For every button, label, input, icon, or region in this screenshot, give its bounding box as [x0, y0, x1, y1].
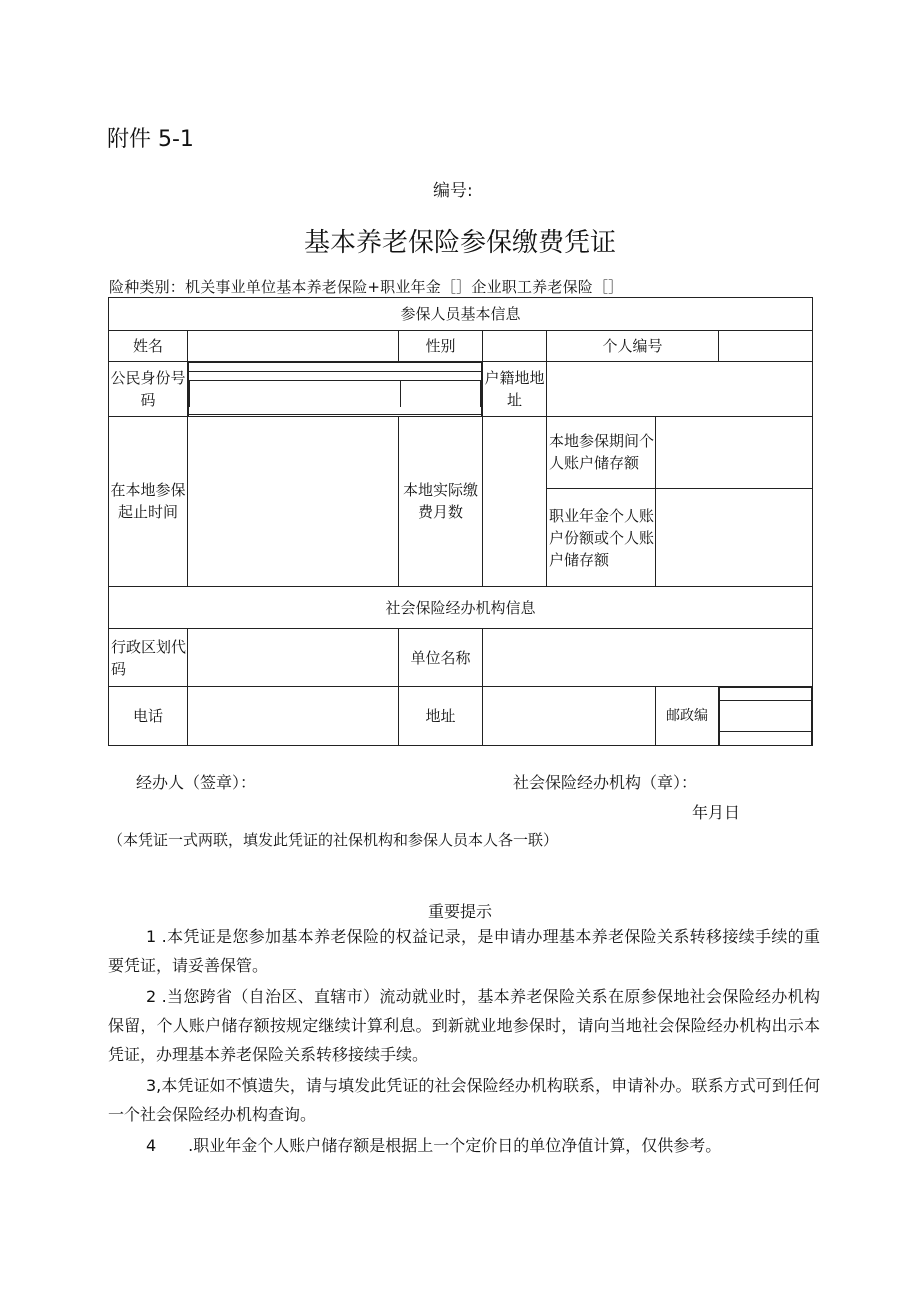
- date-label: 年月日: [692, 803, 741, 822]
- page-title: 基本养老保险参保缴费凭证: [303, 228, 616, 258]
- address-field[interactable]: [483, 686, 656, 745]
- tip-item-3: 3,本凭证如不慎遗失，请与填发此凭证的社会保险经办机构联系，申请补办。联系方式可到任何一个社会保险经办机构查询。: [108, 1076, 820, 1124]
- phone-label: 电话: [109, 686, 188, 745]
- name-field[interactable]: [188, 331, 399, 362]
- tip-item-4: 4 .职业年金个人账户储存额是根据上一个定价日的单位净值计算，仅供参考。: [146, 1136, 722, 1155]
- gender-field[interactable]: [483, 331, 547, 362]
- annuity-account-field[interactable]: [656, 488, 813, 586]
- agency-seal-label: 社会保险经办机构（章）：: [513, 773, 698, 792]
- admin-code-field[interactable]: [188, 629, 399, 686]
- citizen-id-label: 公民身份号码: [109, 362, 188, 416]
- period-label: 在本地参保起止时间: [109, 416, 188, 587]
- tips-title: 重要提示: [427, 902, 492, 921]
- local-account-label: 本地参保期间个人账户储存额: [547, 416, 656, 488]
- months-field[interactable]: [483, 416, 547, 587]
- citizen-id-grid: [188, 362, 482, 415]
- admin-code-label: 行政区划代码: [109, 629, 188, 686]
- section-insured-header: 参保人员基本信息: [109, 298, 813, 331]
- attachment-label: 附件 5-1: [107, 127, 194, 152]
- household-field[interactable]: [547, 362, 813, 416]
- insurance-category: 险种类别：机关事业单位基本养老保险+职业年金［］企业职工养老保险［］: [109, 278, 624, 296]
- tips-list: [108, 922, 820, 1162]
- postcode-label: 邮政编: [656, 686, 719, 745]
- address-label: 地址: [399, 686, 483, 745]
- postcode-field[interactable]: [719, 686, 813, 745]
- personal-id-label: 个人编号: [547, 331, 719, 362]
- unit-name-label: 单位名称: [399, 629, 483, 686]
- name-label: 姓名: [109, 331, 188, 362]
- section-agency-header: 社会保险经办机构信息: [109, 587, 813, 629]
- phone-field[interactable]: [188, 686, 399, 745]
- postcode-grid: [719, 687, 812, 745]
- period-field[interactable]: [188, 416, 399, 587]
- unit-name-field[interactable]: [483, 629, 813, 686]
- copies-note: （本凭证一式两联，填发此凭证的社保机构和参保人员本人各一联）: [108, 831, 559, 849]
- local-account-field[interactable]: [656, 416, 813, 488]
- gender-label: 性别: [399, 331, 483, 362]
- tip-item-2: 2 .当您跨省（自治区、直辖市）流动就业时，基本养老保险关系在原参保地社会保险经办机构保留，个人账户储存额按规定继续计算利息。到新就业地参保时，请向当地社会保险经办机构出示本凭证，办理基本养老保险关系转移接续手续。: [108, 987, 820, 1064]
- certificate-form: [108, 297, 813, 746]
- handler-signature-label: 经办人（签章）：: [136, 773, 257, 792]
- citizen-id-field[interactable]: [188, 362, 483, 416]
- personal-id-field[interactable]: [719, 331, 813, 362]
- months-label: 本地实际缴费月数: [399, 416, 483, 587]
- household-label: 户籍地地址: [483, 362, 547, 416]
- document-number-label: 编号:: [433, 181, 473, 201]
- annuity-account-label: 职业年金个人账户份额或个人账户储存额: [547, 488, 656, 586]
- tip-item-1: 1 .本凭证是您参加基本养老保险的权益记录，是申请办理基本养老保险关系转移接续手续的重要凭证，请妥善保管。: [108, 927, 820, 975]
